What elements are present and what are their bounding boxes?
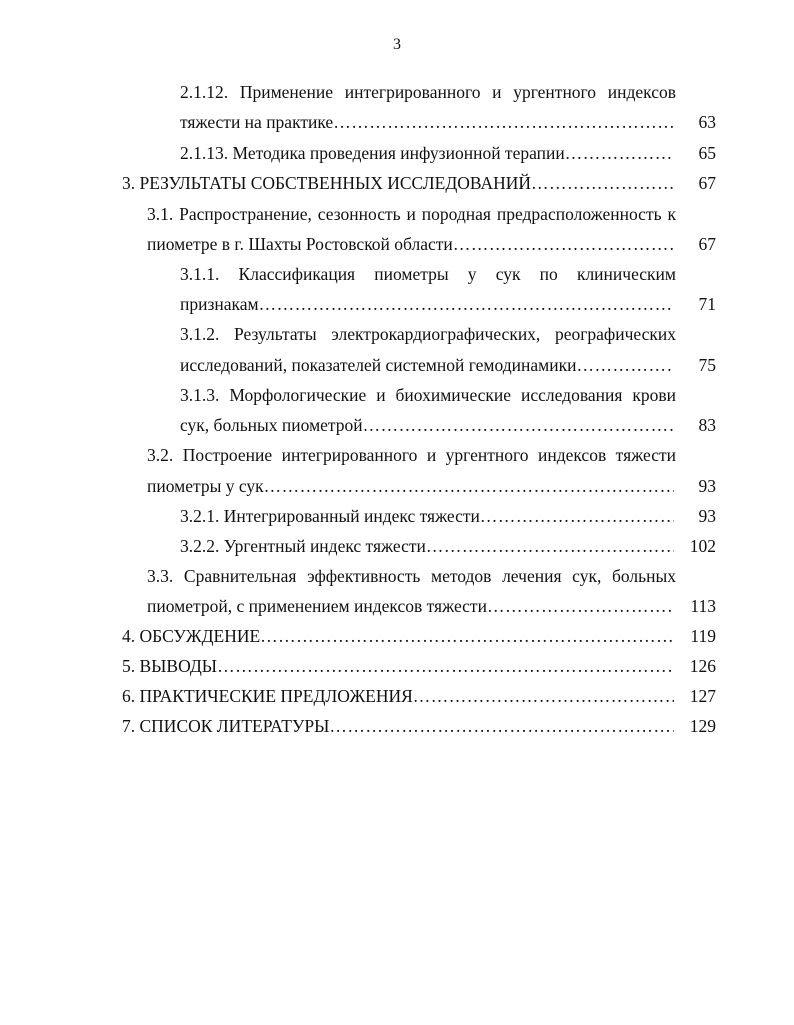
- toc-entry-4-text: 4. ОБСУЖДЕНИЕ: [122, 626, 261, 646]
- page-number: 3: [393, 36, 401, 53]
- toc-entry-3-1-1-text: признакам: [180, 294, 259, 314]
- toc-entry-4-page: 119: [690, 626, 716, 646]
- toc-entry-3-1-page: 67: [698, 234, 716, 254]
- toc-entry-5-page: 126: [689, 656, 716, 676]
- toc-entry-7: [122, 714, 674, 738]
- toc-entry-3-2-2: [180, 534, 674, 558]
- toc-entry-3-1-line2: [147, 232, 674, 256]
- toc-entry-3-2-1: [180, 504, 674, 528]
- toc-entry-3-1-1-line1: 3.1.1. Классификация пиометры у сук по клиническим: [180, 264, 676, 284]
- toc-entry-3-1-2-line2: [180, 353, 674, 377]
- toc-entry-2-1-13: [180, 141, 674, 165]
- toc-entry-3-1-1-line2: [180, 292, 674, 316]
- dot-leader: [333, 110, 674, 134]
- toc-entry-2-1-13-page: 65: [698, 143, 716, 163]
- toc-entry-3-1-1-page: 71: [698, 294, 716, 314]
- toc-entry-3-1-3-page: 83: [698, 415, 716, 435]
- toc-entry-2-1-12-text: тяжести на практике: [180, 112, 334, 132]
- toc-entry-3: [122, 171, 674, 195]
- dot-leader: [259, 292, 674, 316]
- toc-entry-3-1-2-page: 75: [698, 355, 716, 375]
- toc-entry-3-1-2-line1: 3.1.2. Результаты электрокардиографических, реографических: [180, 324, 676, 344]
- dot-leader: [413, 684, 674, 708]
- toc-entry-3-3-page: 113: [690, 596, 716, 616]
- toc-entry-6: [122, 684, 674, 708]
- toc-entry-3-1-3-line2: [180, 413, 674, 437]
- toc-entry-3-2-line2: [147, 474, 674, 498]
- dot-leader: [329, 714, 674, 738]
- toc-entry-6-text: 6. ПРАКТИЧЕСКИЕ ПРЕДЛОЖЕНИЯ: [122, 686, 413, 706]
- toc-entry-3-2-text: пиометры у сук: [147, 476, 264, 496]
- toc-entry-2-1-12-line2: [180, 110, 674, 134]
- dot-leader: [480, 504, 674, 528]
- toc-entry-3-1-2-text: исследований, показателей системной гемодинамики: [180, 355, 577, 375]
- toc-entry-3-1-text: пиометре в г. Шахты Ростовской области: [147, 234, 453, 254]
- toc-entry-7-text: 7. СПИСОК ЛИТЕРАТУРЫ: [122, 716, 330, 736]
- dot-leader: [363, 413, 674, 437]
- toc-entry-3-3-text: пиометрой, с применением индексов тяжести: [147, 596, 487, 616]
- toc-entry-3-2-2-text: 3.2.2. Ургентный индекс тяжести: [180, 536, 426, 556]
- dot-leader: [260, 624, 674, 648]
- dot-leader: [264, 474, 674, 498]
- toc-entry-3-text: 3. РЕЗУЛЬТАТЫ СОБСТВЕННЫХ ИССЛЕДОВАНИЙ: [122, 173, 532, 193]
- toc-entry-3-1-3-text: сук, больных пиометрой: [180, 415, 363, 435]
- toc-entry-3-2-1-text: 3.2.1. Интегрированный индекс тяжести: [180, 506, 480, 526]
- dot-leader: [217, 654, 674, 678]
- toc-entry-3-1-line1: 3.1. Распространение, сезонность и породная предрасположенность к: [147, 204, 676, 224]
- toc-entry-5: [122, 654, 674, 678]
- toc-entry-3-2-page: 93: [698, 476, 716, 496]
- toc-entry-2-1-12-line1: 2.1.12. Применение интегрированного и ургентного индексов: [180, 82, 676, 102]
- toc-entry-2-1-13-text: 2.1.13. Методика проведения инфузионной терапии: [180, 143, 565, 163]
- toc-entry-4: [122, 624, 674, 648]
- toc-entry-3-3-line2: [147, 594, 674, 618]
- toc-entry-3-3-line1: 3.3. Сравнительная эффективность методов лечения сук, больных: [147, 566, 676, 586]
- toc-entry-5-text: 5. ВЫВОДЫ: [122, 656, 218, 676]
- toc-entry-3-page: 67: [698, 173, 716, 193]
- toc-entry-3-2-1-page: 93: [698, 506, 716, 526]
- toc-entry-3-2-2-page: 102: [689, 536, 716, 556]
- dot-leader: [531, 171, 674, 195]
- dot-leader: [426, 534, 674, 558]
- toc-entry-7-page: 129: [689, 716, 716, 736]
- dot-leader: [453, 232, 674, 256]
- toc-entry-3-2-line1: 3.2. Построение интегрированного и ургентного индексов тяжести: [147, 445, 676, 465]
- dot-leader: [487, 594, 674, 618]
- toc-entry-2-1-12-page: 63: [698, 112, 716, 132]
- toc-entry-6-page: 127: [689, 686, 716, 706]
- toc-entry-3-1-3-line1: 3.1.3. Морфологические и биохимические исследования крови: [180, 385, 676, 405]
